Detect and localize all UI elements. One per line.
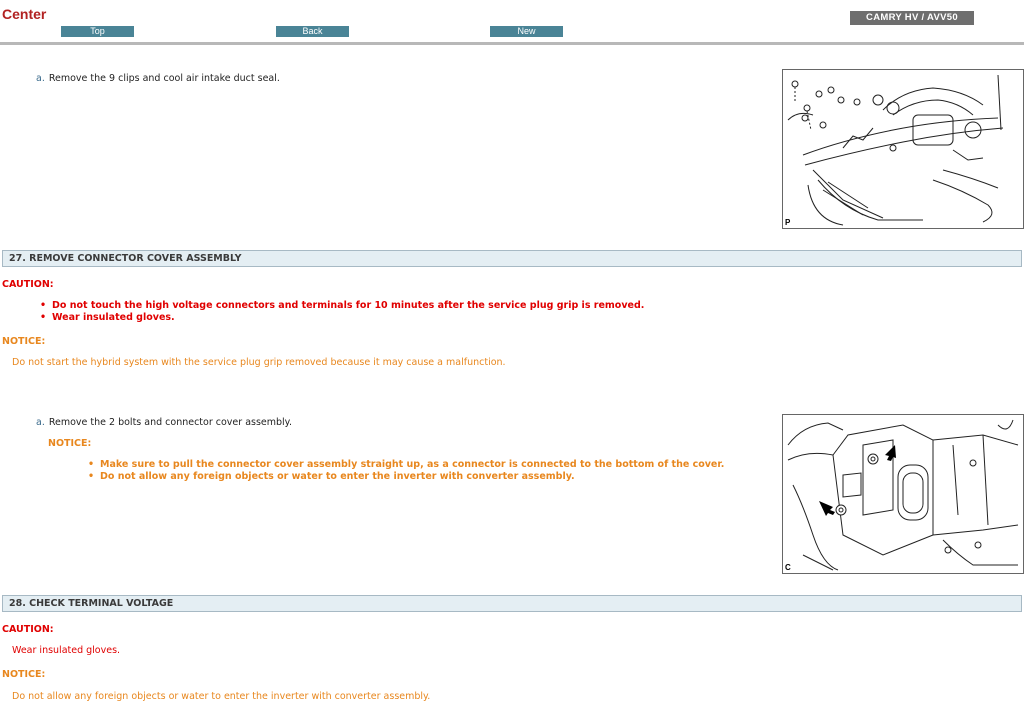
figure-label: C	[785, 563, 791, 572]
back-button[interactable]: Back	[276, 26, 349, 37]
caution-heading: CAUTION:	[2, 279, 54, 290]
notice-heading: NOTICE:	[2, 336, 46, 347]
caution-item: • Wear insulated gloves.	[38, 312, 644, 324]
notice-item: • Make sure to pull the connector cover assembly straight up, as a connector is connected to the bottom of the cover.	[86, 459, 724, 471]
caution-text: Wear insulated gloves.	[12, 645, 121, 656]
engine-bay-drawing	[783, 70, 1023, 228]
step-remove-bolts	[36, 417, 292, 428]
caution-list	[38, 300, 644, 324]
connector-cover-illustration	[782, 414, 1024, 574]
notice-item: • Do not allow any foreign objects or water to enter the inverter with converter assembly.	[86, 471, 724, 483]
section-28-header	[2, 595, 1022, 612]
figure-label: P	[785, 218, 791, 227]
caution-item: • Do not touch the high voltage connectors and terminals for 10 minutes after the service plug grip is removed.	[38, 300, 644, 312]
connector-cover-drawing	[783, 415, 1023, 573]
step-text: Remove the 9 clips and cool air intake duct seal.	[48, 73, 280, 84]
brand-title: Center	[2, 6, 47, 22]
caution-heading: CAUTION:	[2, 624, 54, 635]
section-27-header	[2, 250, 1022, 267]
step-notice-list	[86, 459, 724, 483]
section-title: 27. REMOVE CONNECTOR COVER ASSEMBLY	[9, 253, 242, 264]
notice-heading: NOTICE:	[2, 669, 46, 680]
header-bar	[0, 0, 1024, 45]
notice-text: Do not allow any foreign objects or water to enter the inverter with converter assembly.	[12, 691, 431, 702]
step-index: a.	[36, 73, 45, 84]
step-index: a.	[36, 417, 45, 428]
step-text: Remove the 2 bolts and connector cover assembly.	[48, 417, 292, 428]
section-title: 28. CHECK TERMINAL VOLTAGE	[9, 598, 174, 609]
top-button[interactable]: Top	[61, 26, 134, 37]
step-notice-heading: NOTICE:	[48, 438, 92, 449]
step-remove-clips	[36, 73, 280, 84]
notice-text: Do not start the hybrid system with the service plug grip removed because it may cause a malfunction.	[12, 357, 506, 368]
engine-bay-illustration	[782, 69, 1024, 229]
model-badge: CAMRY HV / AVV50	[850, 11, 974, 25]
new-button[interactable]: New	[490, 26, 563, 37]
